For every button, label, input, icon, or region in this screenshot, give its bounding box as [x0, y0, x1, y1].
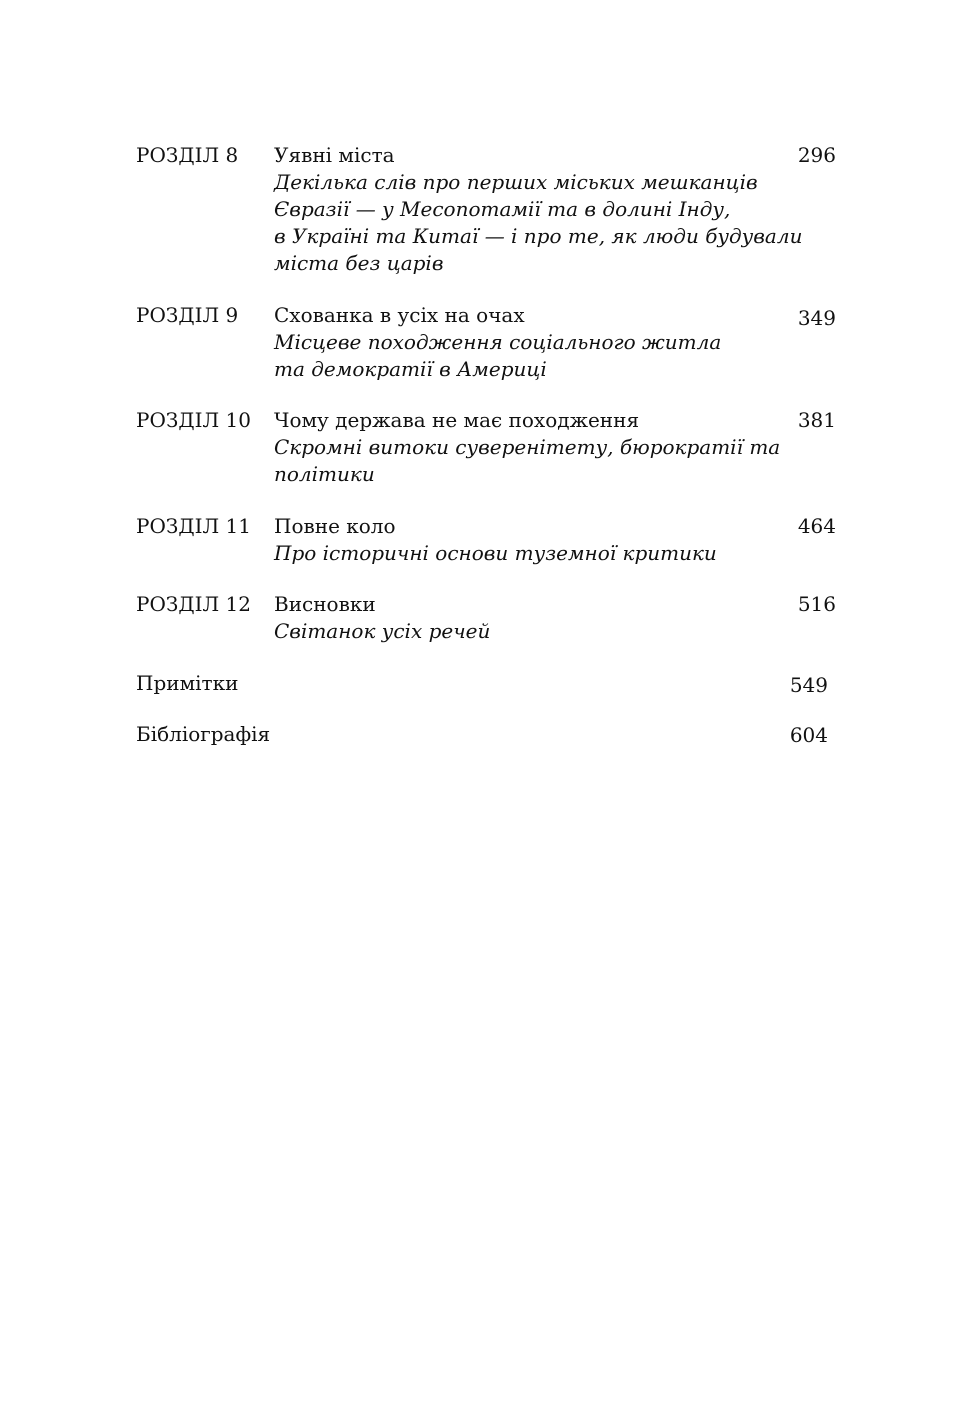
chapter-subtitle — [274, 329, 774, 383]
page-number: 464 — [797, 514, 836, 538]
chapter-body — [274, 142, 803, 277]
chapter-subtitle — [274, 540, 774, 567]
chapter-label: РОЗДІЛ 8 — [136, 143, 239, 167]
back-matter-label: Бібліографія — [136, 722, 271, 746]
subtitle-line: Декілька слів про перших міських мешканців — [274, 170, 758, 194]
chapter-body — [274, 591, 774, 645]
subtitle-line: Євразії — у Месопотамії та в долині Інду, — [274, 197, 731, 221]
chapter-subtitle — [274, 618, 774, 645]
chapter-label: РОЗДІЛ 10 — [136, 408, 251, 432]
subtitle-line: політики — [274, 462, 375, 486]
page-number: 516 — [797, 592, 836, 616]
chapter-title: Висновки — [274, 592, 376, 616]
toc-entry-notes — [136, 670, 836, 697]
chapter-title: Чому держава не має походження — [274, 408, 640, 432]
chapter-title: Схованка в усіх на очах — [274, 303, 525, 327]
chapter-subtitle — [274, 434, 781, 488]
page-number: 381 — [797, 408, 836, 432]
toc-entry-chapter-10 — [136, 407, 836, 489]
chapter-title: Уявні міста — [274, 143, 395, 167]
page-number: 349 — [797, 306, 836, 330]
toc-entry-bibliography — [136, 721, 836, 748]
page-number: 296 — [797, 143, 836, 167]
chapter-body — [274, 407, 781, 488]
toc-entry-chapter-12 — [136, 591, 836, 646]
page-number: 549 — [789, 673, 828, 697]
subtitle-line: в Україні та Китаї — і про те, як люди будували — [274, 224, 803, 248]
subtitle-line: Світанок усіх речей — [274, 619, 491, 643]
subtitle-line: Скромні витоки суверенітету, бюрократії та — [274, 435, 781, 459]
chapter-body — [274, 513, 774, 567]
chapter-subtitle — [274, 169, 803, 277]
back-matter-label: Примітки — [136, 671, 239, 695]
chapter-body — [274, 302, 774, 383]
toc-entry-chapter-9 — [136, 302, 836, 384]
subtitle-line: Про історичні основи туземної критики — [274, 541, 717, 565]
chapter-title: Повне коло — [274, 514, 396, 538]
toc-entry-chapter-11 — [136, 513, 836, 568]
chapter-label: РОЗДІЛ 12 — [136, 592, 251, 616]
chapter-label: РОЗДІЛ 9 — [136, 303, 239, 327]
subtitle-line: міста без царів — [274, 251, 444, 275]
chapter-label: РОЗДІЛ 11 — [136, 514, 251, 538]
toc-entry-chapter-8 — [136, 142, 836, 275]
page-number: 604 — [789, 723, 828, 747]
subtitle-line: Місцеве походження соціального житла — [274, 330, 722, 354]
subtitle-line: та демократії в Америці — [274, 357, 547, 381]
